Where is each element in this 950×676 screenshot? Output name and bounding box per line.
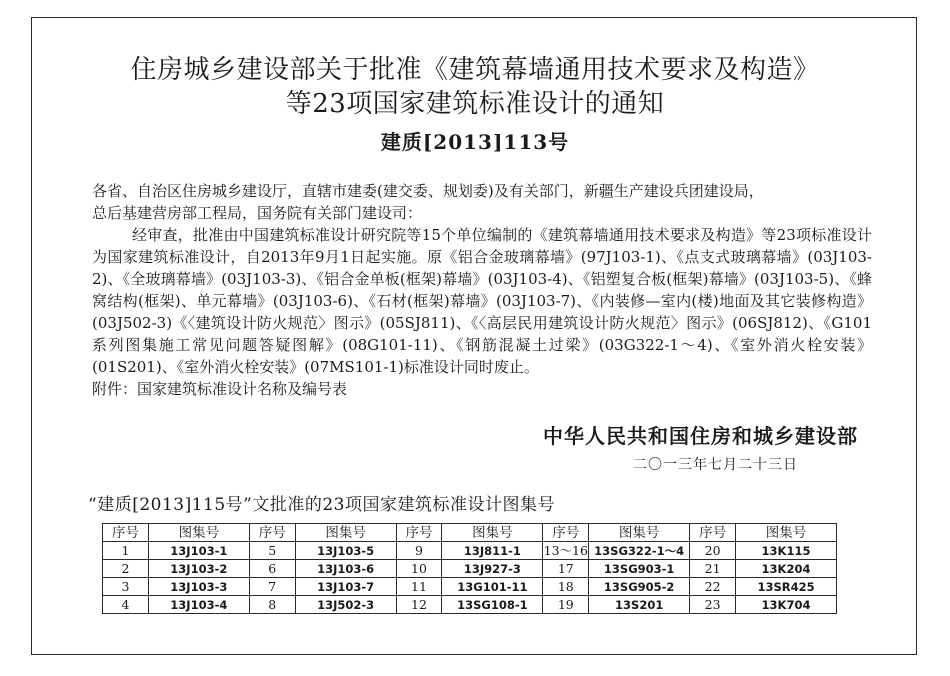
serial-number: 19	[543, 596, 589, 614]
header-no: 序号	[396, 524, 442, 542]
atlas-code: 13SG108-1	[442, 596, 543, 614]
atlas-code: 13G101-11	[442, 578, 543, 596]
serial-number: 18	[543, 578, 589, 596]
serial-number: 12	[396, 596, 442, 614]
atlas-code: 13J103-6	[295, 560, 396, 578]
header-no: 序号	[690, 524, 736, 542]
recipients-line2: 总后基建营房部工程局，国务院有关部门建设司：	[92, 204, 423, 222]
serial-number: 11	[396, 578, 442, 596]
issue-date: 二〇一三年七月二十三日	[633, 457, 798, 473]
document-number: 建质[2013]113号	[380, 130, 570, 154]
serial-number: 10	[396, 560, 442, 578]
serial-number: 6	[249, 560, 295, 578]
serial-number: 17	[543, 560, 589, 578]
atlas-code: 13K704	[736, 596, 837, 614]
serial-number: 3	[103, 578, 149, 596]
atlas-code: 13J103-2	[148, 560, 249, 578]
serial-number: 2	[103, 560, 149, 578]
body-paragraph: 经审查，批准由中国建筑标准设计研究院等15个单位编制的《建筑幕墙通用技术要求及构造》等23项标准设计为国家建筑标准设计，自2013年9月1日起实施。原《铝合金玻璃幕墙》(97J103-1)、《点支式玻璃幕墙》(03J103-2)、《全玻璃幕墙》(03J103-3)、《铝合金单板(框架)幕墙》(03J103-4)、《铝塑复合板(框架)幕墙》(03J103-5)、《蜂窝结构(框架)、单元幕墙》(03J103-6)、《石材(框架)幕墙》(03J103-7)、《内装修—室内(楼)地面及其它装修构造》(03J502-3)《〈建筑设计防火规范〉图示》(05SJ811)、《〈高层民用建筑设计防火规范〉图示》(06SJ812)、《G101系列图集施工常见问题答疑图解》(08G101-11)、《钢筋混凝土过梁》(03G322-1～4)、《室外消火栓安装》(01S201)、《室外消火栓安装》(07MS101-1)标准设计同时废止。	[92, 226, 872, 376]
serial-number: 4	[103, 596, 149, 614]
atlas-code: 13J502-3	[295, 596, 396, 614]
atlas-code: 13J811-1	[442, 542, 543, 560]
notice-body	[92, 180, 872, 400]
table-header-row	[103, 524, 837, 542]
atlas-code: 13SG322-1～4	[589, 542, 690, 560]
serial-number: 1	[103, 542, 149, 560]
serial-number: 8	[249, 596, 295, 614]
atlas-code: 13S201	[589, 596, 690, 614]
table-row	[103, 542, 837, 560]
serial-number: 5	[249, 542, 295, 560]
atlas-code: 13J103-7	[295, 578, 396, 596]
table-row	[103, 596, 837, 614]
header-no: 序号	[543, 524, 589, 542]
header-code: 图集号	[442, 524, 543, 542]
atlas-code: 13SR425	[736, 578, 837, 596]
issuing-authority: 中华人民共和国住房和城乡建设部	[543, 424, 858, 448]
table-row	[103, 578, 837, 596]
header-code: 图集号	[148, 524, 249, 542]
serial-number: 22	[690, 578, 736, 596]
attachment-note: 附件：国家建筑标准设计名称及编号表	[92, 380, 348, 398]
atlas-code: 13K204	[736, 560, 837, 578]
atlas-code: 13J927-3	[442, 560, 543, 578]
serial-number: 9	[396, 542, 442, 560]
recipients-line1: 各省、自治区住房城乡建设厅，直辖市建委(建交委、规划委)及有关部门，新疆生产建设兵团建设局，	[92, 182, 764, 200]
notice-title-line2: 等23项国家建筑标准设计的通知	[285, 89, 665, 119]
serial-number: 13～16	[543, 542, 588, 558]
notice-title-line1: 住房城乡建设部关于批准《建筑幕墙通用技术要求及构造》	[130, 55, 820, 85]
header-code: 图集号	[295, 524, 396, 542]
table-title: “建质[2013]115号”文批准的23项国家建筑标准设计图集号	[88, 495, 555, 515]
serial-number: 21	[690, 560, 736, 578]
atlas-code: 13SG905-2	[589, 578, 690, 596]
serial-number: 7	[249, 578, 295, 596]
header-no: 序号	[249, 524, 295, 542]
atlas-code: 13J103-4	[148, 596, 249, 614]
serial-number: 23	[690, 596, 736, 614]
atlas-code: 13J103-1	[148, 542, 249, 560]
atlas-code: 13J103-5	[295, 542, 396, 560]
table-row	[103, 560, 837, 578]
serial-number: 20	[690, 542, 736, 560]
atlas-code: 13SG903-1	[589, 560, 690, 578]
header-no: 序号	[103, 524, 149, 542]
header-code: 图集号	[589, 524, 690, 542]
atlas-code: 13J103-3	[148, 578, 249, 596]
atlas-code: 13K115	[736, 542, 837, 560]
atlas-number-table	[102, 523, 837, 614]
header-code: 图集号	[736, 524, 837, 542]
